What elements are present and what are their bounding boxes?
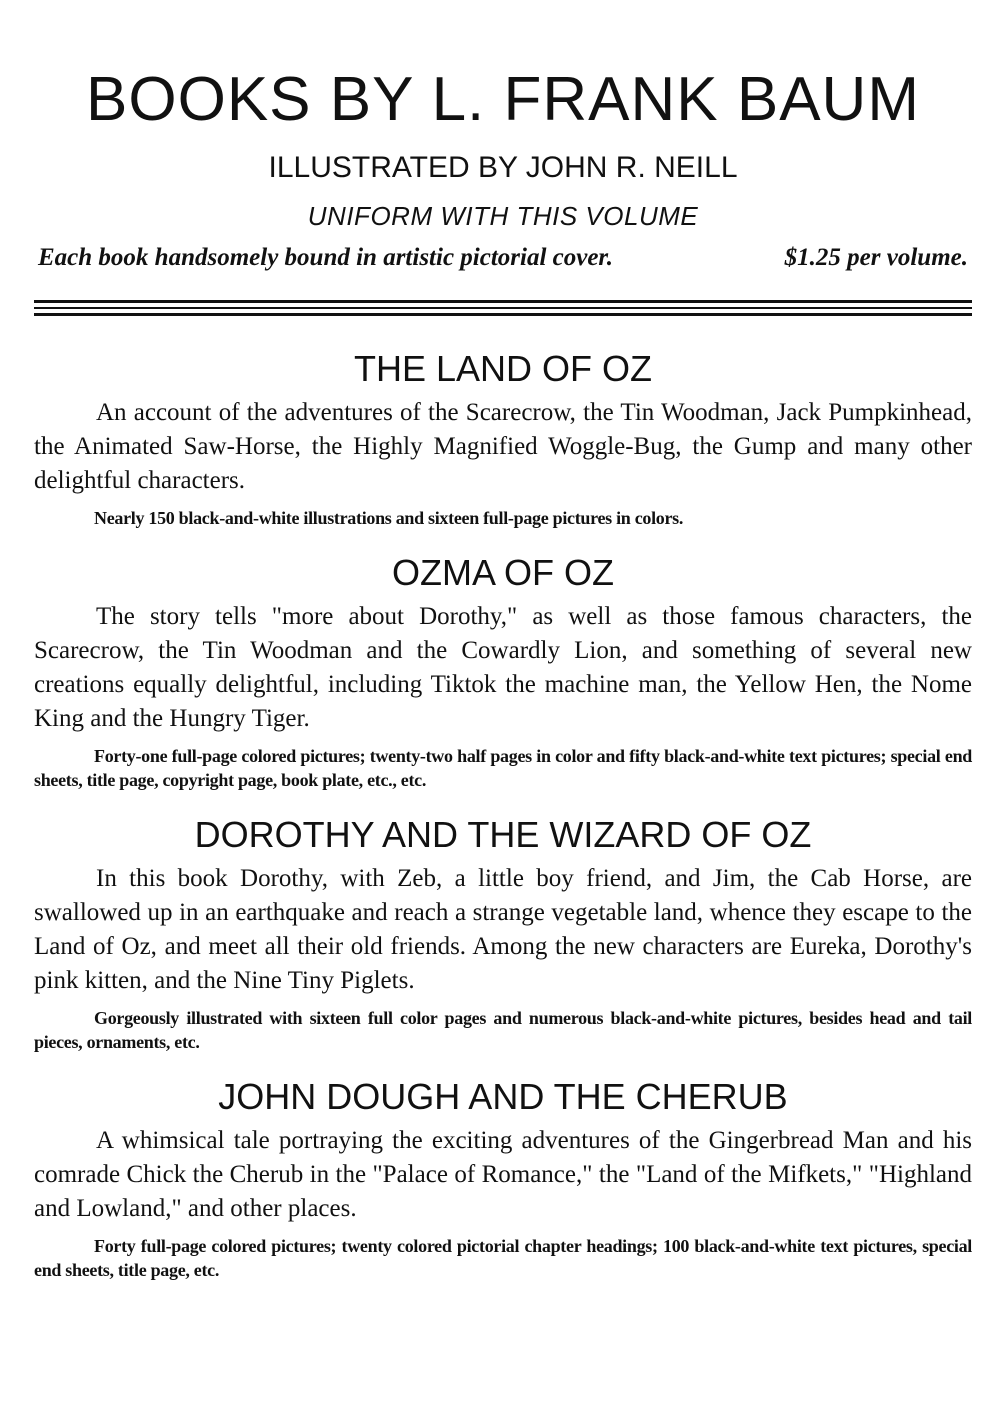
book-illustration-note: Nearly 150 black-and-white illustrations and sixteen full-page pictures in colors. xyxy=(94,508,684,528)
book-description: In this book Dorothy, with Zeb, a little boy friend, and Jim, the Cab Horse, are swallowed up in an earthquake and reach a strange vegetable land, whence they escape to the Land of Oz, and meet all their old friends. Among the new characters are Eureka, Dorothy's pink kitten, and the Nine Tiny Piglets. xyxy=(34,865,972,994)
book-illustration-note: Forty-one full-page colored pictures; twenty-two half pages in color and fifty black-and-white text pictures; special end sheets, title page, copyright page, book plate, etc., etc. xyxy=(34,746,972,790)
book-illustration-note: Gorgeously illustrated with sixteen full color pages and numerous black-and-white pictures, besides head and tail pieces, ornaments, etc. xyxy=(34,1008,972,1052)
book-description: An account of the adventures of the Scarecrow, the Tin Woodman, Jack Pumpkinhead, the Animated Saw-Horse, the Highly Magnified Woggle-Bug, the Gump and many other delightful characters. xyxy=(34,399,972,494)
book-entry-john-dough xyxy=(34,1074,972,1282)
price-text: $1.25 per volume. xyxy=(784,244,968,271)
illustrator-line: ILLUSTRATED BY JOHN R. NEILL xyxy=(268,151,738,184)
book-entry-ozma-of-oz xyxy=(34,550,972,792)
page-title: BOOKS BY L. FRANK BAUM xyxy=(86,65,920,134)
book-description: A whimsical tale portraying the exciting adventures of the Gingerbread Man and his comrade Chick the Cherub in the "Palace of Romance," the "Land of the Mifkets," "Highland and Lowland," and other places. xyxy=(34,1127,972,1222)
book-title: JOHN DOUGH AND THE CHERUB xyxy=(218,1076,788,1117)
book-entry-dorothy-and-the-wizard xyxy=(34,812,972,1054)
binding-price-line xyxy=(34,240,972,276)
book-entry-land-of-oz xyxy=(34,346,972,530)
uniform-line: UNIFORM WITH THIS VOLUME xyxy=(307,201,699,231)
book-description: The story tells "more about Dorothy," as well as those famous characters, the Scarecrow, the Tin Woodman and the Cowardly Lion, and something of several new creations equally delightful, including Tiktok the machine man, the Yellow Hen, the Nome King and the Hungry Tiger. xyxy=(34,603,972,732)
binding-text: Each book handsomely bound in artistic pictorial cover. xyxy=(38,244,614,271)
double-rule-divider xyxy=(34,300,972,316)
book-title: THE LAND OF OZ xyxy=(353,348,653,389)
book-title: DOROTHY AND THE WIZARD OF OZ xyxy=(194,814,812,855)
book-illustration-note: Forty full-page colored pictures; twenty colored pictorial chapter headings; 100 black-and-white text pictures, special end sheets, title page, etc. xyxy=(34,1236,972,1280)
book-title: OZMA OF OZ xyxy=(392,552,614,593)
